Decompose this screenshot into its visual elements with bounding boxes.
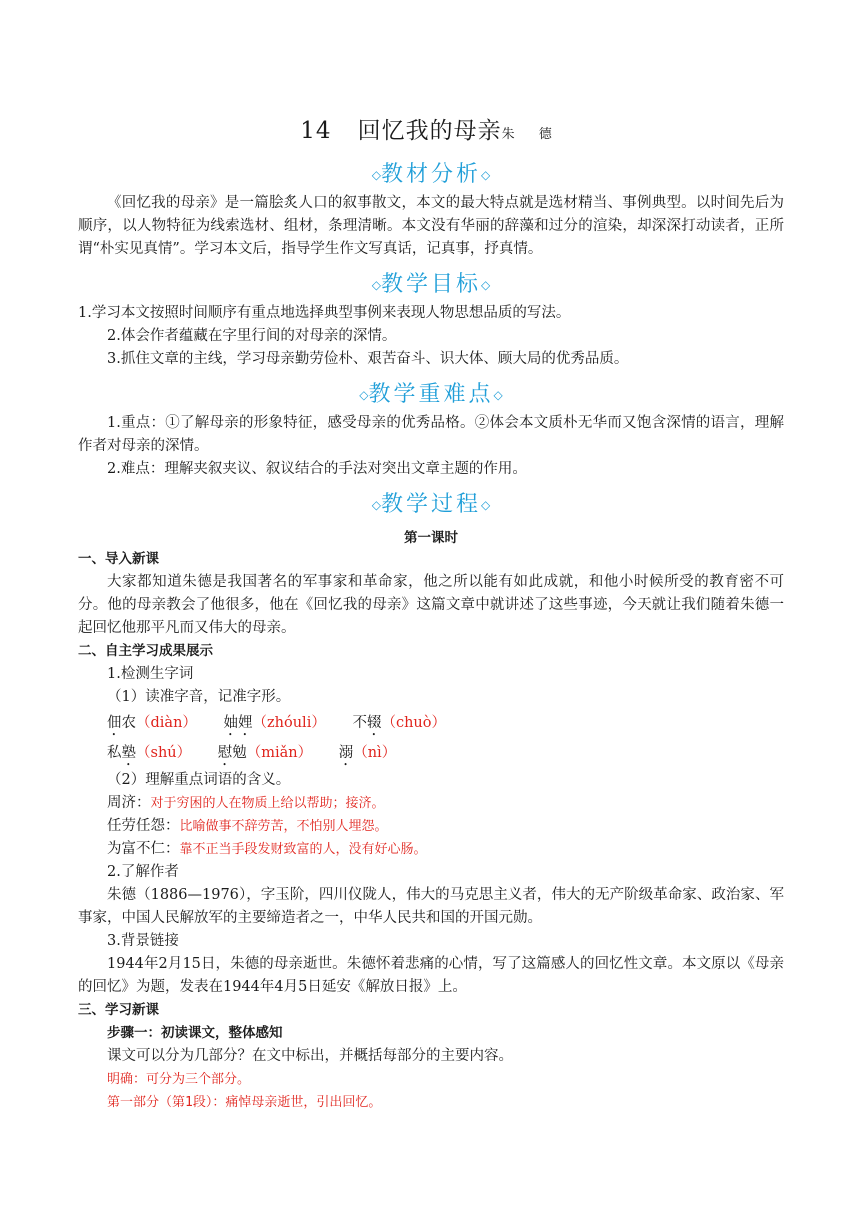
subheading: 3.背景链接 — [107, 933, 179, 949]
intro-paragraph: 大家都知道朱德是我国著名的军事家和革命家，他之所以能有如此成就，和他小时候所受的教育密不可分。他的母亲教会了他很多，他在《回忆我的母亲》这篇文章中就讲述了这些事迹，今天就让我们随着朱德一起回忆他那平凡而又伟大的母亲。 — [78, 574, 784, 636]
section-heading-process: ◇教学过程◇ — [371, 492, 491, 517]
part-heading: 三、学习新课 — [78, 1002, 159, 1018]
subheading: （1）读准字音，记准字形。 — [107, 689, 291, 705]
lesson-title-text: 回忆我的母亲 — [357, 118, 502, 144]
answer-text: 第一部分（第1段）：痛悼母亲逝世，引出回忆。 — [107, 1095, 382, 1110]
section-heading-analysis: ◇教材分析◇ — [371, 162, 491, 187]
pinyin: （shú） — [136, 745, 192, 761]
subheading: 1.检测生字词 — [107, 666, 194, 682]
goal-item: 2.体会作者蕴藏在字里行间的对母亲的深情。 — [107, 328, 397, 344]
subheading: 2.了解作者 — [107, 864, 179, 880]
definition-item: 任劳任怨：比喻做事不辞劳苦，不怕别人埋怨。 — [107, 818, 388, 834]
diamond-icon: ◇ — [493, 388, 503, 402]
vocab-word: 佃农（diàn） — [107, 715, 197, 731]
part-heading: 二、自主学习成果展示 — [78, 643, 213, 659]
goal-item: 3.抓住文章的主线，学习母亲勤劳俭朴、艰苦奋斗、识大体、顾大局的优秀品质。 — [107, 351, 629, 367]
section-heading-goals: ◇教学目标◇ — [371, 272, 491, 297]
diamond-icon: ◇ — [371, 278, 381, 292]
author-paragraph: 朱德（1886—1976），字玉阶，四川仪陇人，伟大的马克思主义者，伟大的无产阶级革命家、政治家、军事家，中国人民解放军的主要缔造者之一，中华人民共和国的开国元勋。 — [78, 887, 784, 926]
part-heading: 一、导入新课 — [78, 551, 159, 567]
lesson-number: 14 — [300, 118, 332, 144]
lesson-title — [78, 112, 784, 145]
analysis-paragraph: 《回忆我的母亲》是一篇脍炙人口的叙事散文，本文的最大特点就是选材精当、事例典型。以时间先后为顺序，以人物特征为线索选材、组材，条理清晰。本文没有华丽的辞藻和过分的渲染，却深深打动读者，正所谓“朴实见真情”。学习本文后，指导学生作文写真话，记真事，抒真情。 — [78, 195, 784, 257]
document-page — [78, 112, 784, 1114]
pinyin: （nì） — [353, 745, 397, 761]
vocab-word: 不辍（chuò） — [352, 715, 446, 731]
pinyin: （zhóuli） — [252, 715, 326, 731]
diamond-icon: ◇ — [481, 278, 491, 292]
section-heading-key-points: ◇教学重难点◇ — [359, 382, 503, 407]
pinyin: （diàn） — [136, 715, 197, 731]
vocab-word: 私塾（shú） — [107, 745, 192, 761]
definition-item: 周济：对于穷困的人在物质上给以帮助；接济。 — [107, 795, 385, 811]
diamond-icon: ◇ — [371, 498, 381, 512]
vocab-word: 慰勉（miǎn） — [217, 745, 313, 761]
subheading: （2）理解重点词语的含义。 — [107, 772, 291, 788]
question-text: 课文可以分为几部分？在文中标出，并概括每部分的主要内容。 — [107, 1048, 513, 1064]
vocab-row — [78, 739, 784, 769]
author-name: 朱 德 — [501, 127, 562, 142]
key-point-item: 2.难点：理解夹叙夹议、叙议结合的手法对突出文章主题的作用。 — [107, 461, 527, 477]
pinyin: （miǎn） — [246, 745, 313, 761]
answer-text: 明确：可分为三个部分。 — [107, 1072, 251, 1087]
vocab-word: 溺（nì） — [338, 745, 397, 761]
vocab-row — [78, 709, 784, 739]
diamond-icon: ◇ — [481, 168, 491, 182]
goal-item: 1.学习本文按照时间顺序有重点地选择典型事例来表现人物思想品质的写法。 — [78, 305, 571, 321]
vocab-word: 妯娌（zhóuli） — [223, 715, 326, 731]
background-paragraph: 1944年2月15日，朱德的母亲逝世。朱德怀着悲痛的心情，写了这篇感人的回忆性文章。本文原以《母亲的回忆》为题，发表在1944年4月5日延安《解放日报》上。 — [78, 956, 784, 995]
step-heading: 步骤一：初读课文，整体感知 — [107, 1025, 283, 1041]
diamond-icon: ◇ — [359, 388, 369, 402]
diamond-icon: ◇ — [371, 168, 381, 182]
definition-item: 为富不仁：靠不正当手段发财致富的人，没有好心肠。 — [107, 841, 427, 857]
key-point-item: 1.重点：①了解母亲的形象特征，感受母亲的优秀品格。②体会本文质朴无华而又饱含深情的语言，理解作者对母亲的深情。 — [78, 415, 784, 454]
pinyin: （chuò） — [381, 715, 446, 731]
lesson-period-title: 第一课时 — [404, 530, 458, 546]
diamond-icon: ◇ — [481, 498, 491, 512]
